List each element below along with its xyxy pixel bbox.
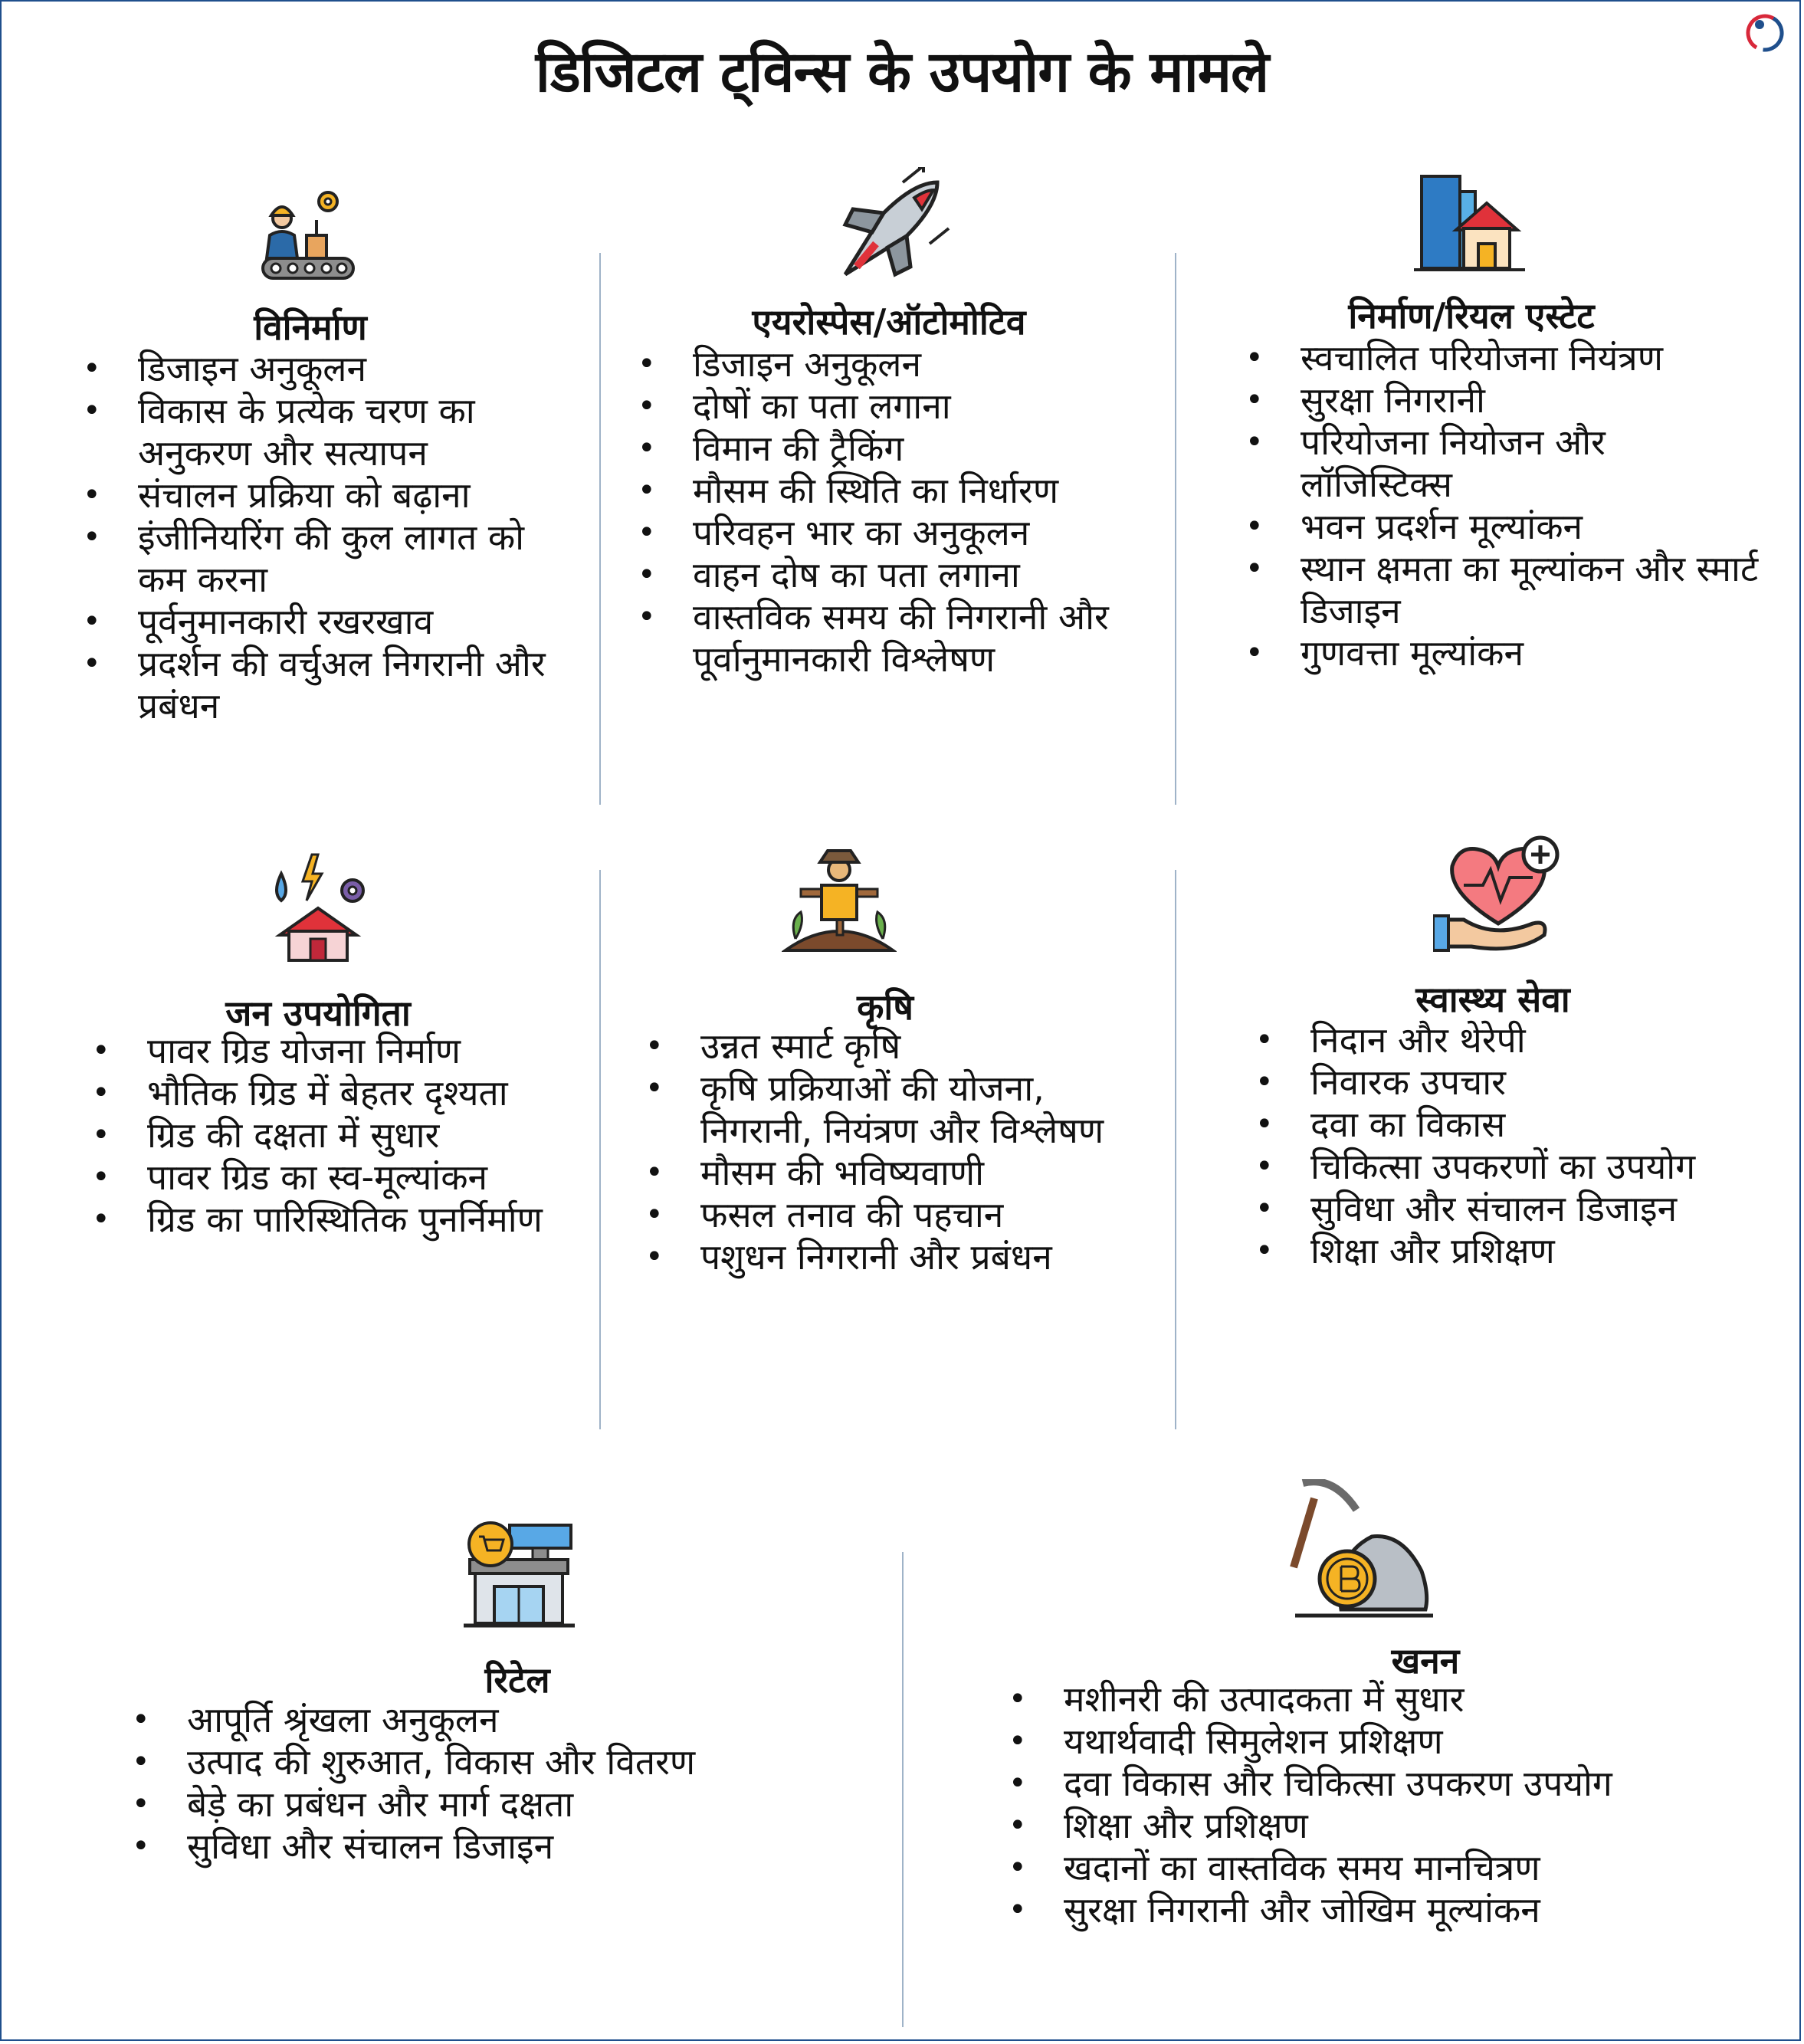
list-item: • सुरक्षा निगरानी bbox=[1245, 379, 1485, 421]
list-item: • बेड़े का प्रबंधन और मार्ग दक्षता bbox=[132, 1783, 574, 1825]
list-item: • चिकित्सा उपकरणों का उपयोग bbox=[1255, 1146, 1696, 1187]
list-item: • मौसम की स्थिति का निर्धारण bbox=[638, 470, 1059, 511]
page-title: डिजिटल ट्विन्स के उपयोग के मामले bbox=[535, 39, 1269, 105]
list-item: • सुविधा और संचालन डिजाइन bbox=[132, 1826, 554, 1867]
section-heading: एयरोस्पेस/ऑटोमोटिव bbox=[752, 301, 1026, 343]
list-item: • इंजीनियरिंग की कुल लागत को कम करना bbox=[83, 517, 525, 600]
section-heading: जन उपयोगिता bbox=[225, 992, 411, 1034]
list-item: • स्वचालित परियोजना नियंत्रण bbox=[1245, 337, 1663, 379]
list-item: • ग्रिड की दक्षता में सुधार bbox=[92, 1114, 440, 1156]
list-item: • दोषों का पता लगाना bbox=[638, 386, 951, 427]
list-item: • पावर ग्रिड का स्व-मूल्यांकन bbox=[92, 1157, 488, 1198]
divider bbox=[902, 1552, 904, 2027]
section-heading: स्वास्थ्य सेवा bbox=[1415, 979, 1570, 1020]
section-list bbox=[638, 343, 1153, 681]
section-heading: निर्माण/रियल एस्टेट bbox=[1348, 295, 1595, 336]
list-item: • परियोजना नियोजन और लॉजिस्टिक्स bbox=[1245, 422, 1606, 505]
section-list bbox=[1009, 1678, 1753, 1931]
mining-pickaxe-icon bbox=[1287, 1479, 1437, 1621]
list-item: • उत्पाद की शुरुआत, विकास और वितरण bbox=[132, 1741, 696, 1783]
list-item: • निवारक उपचार bbox=[1255, 1061, 1506, 1103]
list-item: • डिजाइन अनुकूलन bbox=[638, 343, 922, 385]
list-item: • भवन प्रदर्शन मूल्यांकन bbox=[1245, 506, 1583, 547]
list-item: • दवा का विकास bbox=[1255, 1104, 1506, 1145]
list-item: • फसल तनाव की पहचान bbox=[645, 1194, 1004, 1235]
list-item: • विमान की ट्रैकिंग bbox=[638, 428, 904, 469]
list-item: • डिजाइन अनुकूलन bbox=[83, 348, 367, 389]
list-item: • कृषि प्रक्रियाओं की योजना, निगरानी, नियंत्रण और विश्लेषण bbox=[645, 1068, 1104, 1151]
scarecrow-icon bbox=[782, 843, 897, 954]
list-item: • आपूर्ति श्रृंखला अनुकूलन bbox=[132, 1699, 499, 1741]
list-item: • निदान और थेरेपी bbox=[1255, 1019, 1526, 1061]
list-item: • खदानों का वास्तविक समय मानचित्रण bbox=[1009, 1847, 1540, 1888]
jet-aircraft-icon bbox=[830, 167, 953, 290]
section-list bbox=[1255, 1019, 1770, 1272]
section-heading: विनिर्माण bbox=[254, 307, 367, 348]
section-list bbox=[645, 1025, 1130, 1278]
list-item: • भौतिक ग्रिड में बेहतर दृश्यता bbox=[92, 1072, 508, 1114]
list-item: • दवा विकास और चिकित्सा उपकरण उपयोग bbox=[1009, 1763, 1612, 1804]
section-list bbox=[132, 1699, 800, 1868]
list-item: • परिवहन भार का अनुकूलन bbox=[638, 512, 1030, 553]
list-item: • ग्रिड का पारिस्थितिक पुनर्निर्माण bbox=[92, 1199, 543, 1240]
list-item: • यथार्थवादी सिमुलेशन प्रशिक्षण bbox=[1009, 1721, 1443, 1762]
list-item: • पावर ग्रिड योजना निर्माण bbox=[92, 1030, 461, 1071]
list-item: • मशीनरी की उत्पादकता में सुधार bbox=[1009, 1678, 1465, 1720]
list-item: • प्रदर्शन की वर्चुअल निगरानी और प्रबंधन bbox=[83, 643, 546, 727]
list-item: • सुरक्षा निगरानी और जोखिम मूल्यांकन bbox=[1009, 1889, 1540, 1931]
list-item: • पशुधन निगरानी और प्रबंधन bbox=[645, 1236, 1052, 1278]
list-item: • उन्नत स्मार्ट कृषि bbox=[645, 1025, 901, 1067]
divider bbox=[1175, 870, 1176, 1429]
list-item: • गुणवत्ता मूल्यांकन bbox=[1245, 632, 1524, 674]
list-item: • पूर्वनुमानकारी रखरखाव bbox=[83, 601, 434, 642]
factory-worker-conveyor-icon bbox=[259, 188, 359, 284]
list-item: • शिक्षा और प्रशिक्षण bbox=[1009, 1805, 1308, 1846]
divider bbox=[1175, 253, 1176, 805]
section-list bbox=[83, 348, 582, 727]
list-item: • सुविधा और संचालन डिजाइन bbox=[1255, 1188, 1678, 1229]
section-list bbox=[1245, 337, 1760, 674]
list-item: • स्थान क्षमता का मूल्यांकन और स्मार्ट डिजाइन bbox=[1245, 548, 1759, 632]
divider bbox=[599, 870, 601, 1429]
list-item: • मौसम की भविष्यवाणी bbox=[645, 1152, 985, 1193]
retail-store-icon bbox=[464, 1521, 575, 1632]
utilities-house-icon bbox=[264, 851, 372, 962]
section-heading: रिटेल bbox=[484, 1659, 550, 1701]
list-item: • वाहन दोष का पता लगाना bbox=[638, 554, 1020, 595]
heart-hand-icon bbox=[1433, 832, 1567, 958]
section-heading: कृषि bbox=[857, 986, 913, 1028]
list-item: • संचालन प्रक्रिया को बढ़ाना bbox=[83, 474, 471, 516]
list-item: • विकास के प्रत्येक चरण का अनुकरण और सत्यापन bbox=[83, 390, 475, 474]
section-list bbox=[92, 1030, 576, 1241]
divider bbox=[599, 253, 601, 805]
list-item: • शिक्षा और प्रशिक्षण bbox=[1255, 1230, 1555, 1271]
list-item: • वास्तविक समय की निगरानी और पूर्वानुमानकारी विश्लेषण bbox=[638, 596, 1109, 680]
building-house-icon bbox=[1414, 169, 1525, 276]
section-heading: खनन bbox=[1391, 1640, 1460, 1681]
